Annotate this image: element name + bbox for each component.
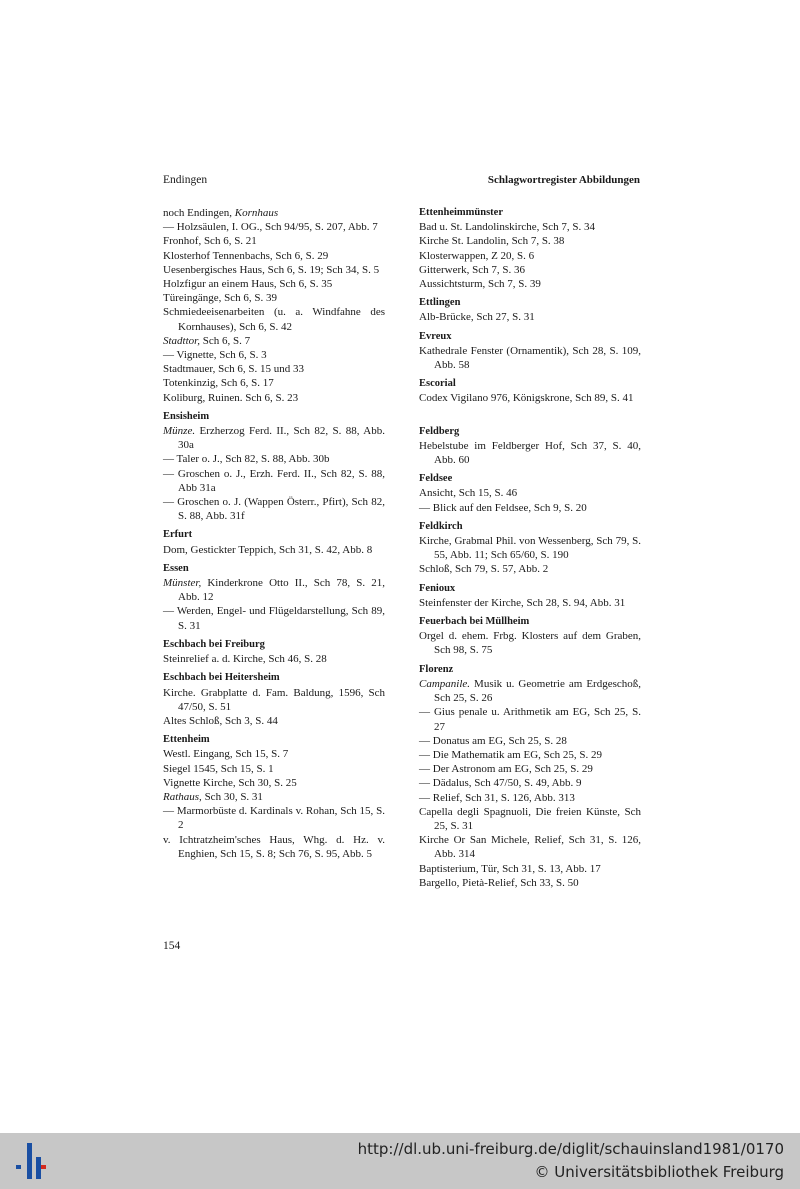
- index-entry: [163, 543, 385, 557]
- index-entry: [163, 220, 385, 234]
- index-entry: [419, 734, 641, 748]
- index-entry: [163, 790, 385, 804]
- index-entry: [163, 277, 385, 291]
- index-entry: [419, 805, 641, 833]
- index-heading: Feldsee: [419, 473, 453, 485]
- index-entry-text: Ansicht, Sch 15, S. 46: [419, 487, 518, 500]
- index-entry: [163, 376, 385, 390]
- index-entry-text: Klosterwappen, Z 20, S. 6: [419, 249, 535, 262]
- index-entry-text: Westl. Eingang, Sch 15, S. 7: [163, 748, 289, 761]
- index-entry: [419, 263, 641, 277]
- index-entry-text: — Groschen o. J. (Wappen Österr., Pfirt), Sch 82, S. 88, Abb. 31f: [163, 496, 385, 523]
- index-entry: [163, 452, 385, 466]
- index-entry: [419, 876, 641, 890]
- index-entry: [163, 804, 385, 832]
- index-heading: Eschbach bei Heitersheim: [163, 672, 280, 684]
- index-entry: [163, 762, 385, 776]
- index-entry-text: — Relief, Sch 31, S. 126, Abb. 313: [419, 791, 575, 804]
- index-entry-text: Schloß, Sch 79, S. 57, Abb. 2: [419, 563, 549, 576]
- index-entry-text: Türeingänge, Sch 6, S. 39: [163, 292, 277, 305]
- index-entry-text: — Werden, Engel- und Flügeldarstellung, Sch 89, S. 31: [163, 605, 385, 632]
- index-entry-text: Vignette Kirche, Sch 30, S. 25: [163, 776, 297, 789]
- index-entry-term: Stadttor,: [163, 334, 200, 347]
- index-entry: [419, 748, 641, 762]
- index-entry: [163, 362, 385, 376]
- index-entry-text: Musik u. Geometrie am Erdgeschoß, Sch 25, S. 26: [434, 677, 641, 705]
- index-entry-text: Alb-Brücke, Sch 27, S. 31: [419, 311, 535, 324]
- index-entry-text: v. Ichtratzheim'sches Haus, Whg. d. Hz. v. Enghien, Sch 15, S. 8; Sch 76, S. 95, Abb. 5: [163, 833, 385, 860]
- index-entry-text: Dom, Gestickter Teppich, Sch 31, S. 42, Abb. 8: [163, 543, 373, 556]
- page-header-left: Endingen: [163, 174, 208, 186]
- index-heading: Feldkirch: [419, 520, 463, 532]
- index-entry: [419, 220, 641, 234]
- index-entry: [419, 501, 641, 515]
- index-entry: [419, 534, 641, 562]
- index-entry: [419, 833, 641, 861]
- index-column-left: [163, 206, 385, 861]
- logo-bar-center: [27, 1143, 32, 1179]
- footer-copyright: © Universitätsbibliothek Freiburg: [534, 1163, 784, 1181]
- index-entry: [419, 486, 641, 500]
- index-entry-text: Totenkinzig, Sch 6, S. 17: [163, 377, 274, 390]
- index-entry-text: — Taler o. J., Sch 82, S. 88, Abb. 30b: [163, 453, 330, 466]
- logo-accent: [41, 1165, 46, 1169]
- index-entry: [419, 391, 641, 405]
- index-entry-text: Koliburg, Ruinen. Sch 6, S. 23: [163, 391, 299, 404]
- index-entry: [163, 776, 385, 790]
- index-entry: [419, 705, 641, 733]
- index-entry-text: Sch 30, S. 31: [201, 790, 263, 803]
- index-entry: [419, 596, 641, 610]
- logo-bar-left: [16, 1165, 21, 1169]
- index-entry-text: noch Endingen,: [163, 207, 235, 219]
- index-entry: [419, 249, 641, 263]
- index-entry-text: Steinrelief a. d. Kirche, Sch 46, S. 28: [163, 653, 327, 666]
- index-entry-text: Sch 6, S. 7: [199, 334, 251, 347]
- ub-freiburg-logo-icon[interactable]: [14, 1139, 48, 1183]
- index-entry: [163, 686, 385, 714]
- index-entry-text: — Der Astronom am EG, Sch 25, S. 29: [419, 763, 593, 776]
- index-entry: [419, 277, 641, 291]
- index-entry-text: Aussichtsturm, Sch 7, S. 39: [419, 278, 541, 291]
- index-entry: [163, 833, 385, 861]
- index-heading: Feuerbach bei Müllheim: [419, 616, 530, 628]
- index-entry: [163, 263, 385, 277]
- index-entry-text: Hebelstube im Feldberger Hof, Sch 37, S. 40, Abb. 60: [419, 439, 641, 467]
- index-entry-text: Schmiedeeisenarbeiten (u. a. Windfahne des Kornhauses), Sch 6, S. 42: [163, 306, 385, 333]
- index-heading: Eschbach bei Freiburg: [163, 638, 265, 650]
- index-entry: [163, 467, 385, 495]
- index-entry: [419, 677, 641, 705]
- index-entry: [419, 762, 641, 776]
- index-entry-text: Orgel d. ehem. Frbg. Klosters auf dem Graben, Sch 98, S. 75: [419, 630, 641, 657]
- index-entry: [419, 562, 641, 576]
- index-heading: Erfurt: [163, 529, 193, 541]
- index-entry: [419, 791, 641, 805]
- index-entry-term: Münster,: [163, 577, 202, 590]
- index-entry-text: Capella degli Spagnuoli, Die freien Künste, Sch 25, S. 31: [419, 805, 641, 832]
- index-entry-text: Stadtmauer, Sch 6, S. 15 und 33: [163, 363, 305, 376]
- index-entry: [163, 652, 385, 666]
- index-entry: [163, 305, 385, 333]
- index-heading: Ettenheimmünster: [419, 207, 503, 218]
- index-entry-text: Codex Vigilano 976, Königskrone, Sch 89, S. 41: [419, 392, 634, 405]
- index-entry: [163, 747, 385, 761]
- index-entry-text: Kathedrale Fenster (Ornamentik), Sch 28, S. 109, Abb. 58: [419, 344, 641, 372]
- index-entry-text: Fronhof, Sch 6, S. 21: [163, 235, 257, 248]
- index-heading: Feldberg: [419, 425, 460, 437]
- index-heading: Ensisheim: [163, 410, 210, 422]
- page-header-right: Schlagwortregister Abbildungen: [487, 174, 640, 186]
- index-column-right: [419, 206, 641, 890]
- index-entry: [419, 310, 641, 324]
- index-entry-term: Campanile.: [419, 677, 471, 690]
- footer-url-link[interactable]: http://dl.ub.uni-freiburg.de/diglit/schauinsland1981/0170: [357, 1140, 784, 1158]
- index-entry-text: — Gius penale u. Arithmetik am EG, Sch 25, S. 27: [419, 706, 641, 733]
- index-entry-text: — Blick auf den Feldsee, Sch 9, S. 20: [419, 501, 587, 514]
- index-entry-text: Altes Schloß, Sch 3, S. 44: [163, 714, 278, 727]
- index-entry: [163, 206, 385, 220]
- index-entry: [163, 291, 385, 305]
- index-heading: Essen: [163, 562, 189, 574]
- logo-bar-right: [36, 1157, 41, 1179]
- index-entry-text: — Groschen o. J., Erzh. Ferd. II., Sch 82, S. 88, Abb 31a: [163, 467, 385, 494]
- index-entry-text: Bad u. St. Landolinskirche, Sch 7, S. 34: [419, 221, 595, 234]
- index-heading: Escorial: [419, 378, 456, 390]
- index-entry: [163, 391, 385, 405]
- index-heading: Fenioux: [419, 582, 456, 594]
- index-entry-text: — Dädalus, Sch 47/50, S. 49, Abb. 9: [419, 777, 582, 790]
- index-entry-text: Kirche Or San Michele, Relief, Sch 31, S. 126, Abb. 314: [419, 834, 641, 861]
- index-entry: [163, 714, 385, 728]
- index-entry: [419, 776, 641, 790]
- index-entry-term: Rathaus,: [163, 790, 202, 803]
- index-heading: Florenz: [419, 663, 454, 675]
- index-entry-text: Siegel 1545, Sch 15, S. 1: [163, 762, 274, 775]
- footer-bar: [0, 1133, 800, 1189]
- index-entry-text: Kirche. Grabplatte d. Fam. Baldung, 1596, Sch 47/50, S. 51: [163, 686, 385, 713]
- index-entry-text: Bargello, Pietà-Relief, Sch 33, S. 50: [419, 876, 579, 889]
- page-number: 154: [163, 940, 181, 952]
- index-entry-text: Baptisterium, Tür, Sch 31, S. 13, Abb. 17: [419, 862, 601, 875]
- index-entry-text: Kirche, Grabmal Phil. von Wessenberg, Sch 79, S. 55, Abb. 11; Sch 65/60, S. 190: [419, 535, 641, 562]
- index-entry: [163, 348, 385, 362]
- index-entry-text: Kinderkrone Otto II., Sch 78, S. 21, Abb. 12: [178, 577, 385, 604]
- index-entry-text: Holzfigur an einem Haus, Sch 6, S. 35: [163, 278, 333, 291]
- index-entry-text: — Die Mathematik am EG, Sch 25, S. 29: [419, 748, 603, 761]
- index-entry: [419, 439, 641, 467]
- index-entry: [419, 629, 641, 657]
- index-entry-text: — Marmorbüste d. Kardinals v. Rohan, Sch 15, S. 2: [163, 805, 385, 832]
- index-entry: [163, 576, 385, 604]
- index-entry: [163, 249, 385, 263]
- index-entry: [163, 604, 385, 632]
- index-heading: Evreux: [419, 330, 452, 342]
- index-entry: [419, 344, 641, 372]
- index-entry: [163, 234, 385, 248]
- index-entry: [163, 334, 385, 348]
- index-entry-text: — Donatus am EG, Sch 25, S. 28: [419, 734, 567, 747]
- index-entry: [163, 424, 385, 452]
- index-entry: [163, 495, 385, 523]
- index-entry-text: — Vignette, Sch 6, S. 3: [163, 349, 267, 362]
- index-entry: [419, 234, 641, 248]
- index-entry-text: Uesenbergisches Haus, Sch 6, S. 19; Sch 34, S. 5: [163, 263, 380, 276]
- index-heading: Ettenheim: [163, 734, 210, 746]
- index-entry-text: Steinfenster der Kirche, Sch 28, S. 94, Abb. 31: [419, 596, 626, 609]
- index-entry-text: — Holzsäulen, I. OG., Sch 94/95, S. 207, Abb. 7: [163, 221, 378, 234]
- index-entry: [419, 862, 641, 876]
- index-entry-text: Erzherzog Ferd. II., Sch 82, S. 88, Abb. 30a: [178, 425, 385, 452]
- index-entry-term: Münze.: [163, 425, 196, 438]
- index-heading: Ettlingen: [419, 297, 461, 309]
- index-entry-text: Kirche St. Landolin, Sch 7, S. 38: [419, 235, 565, 248]
- index-entry-text: Klosterhof Tennenbachs, Sch 6, S. 29: [163, 249, 329, 262]
- index-entry-text: Gitterwerk, Sch 7, S. 36: [419, 263, 526, 276]
- index-entry-term: Kornhaus: [234, 207, 279, 219]
